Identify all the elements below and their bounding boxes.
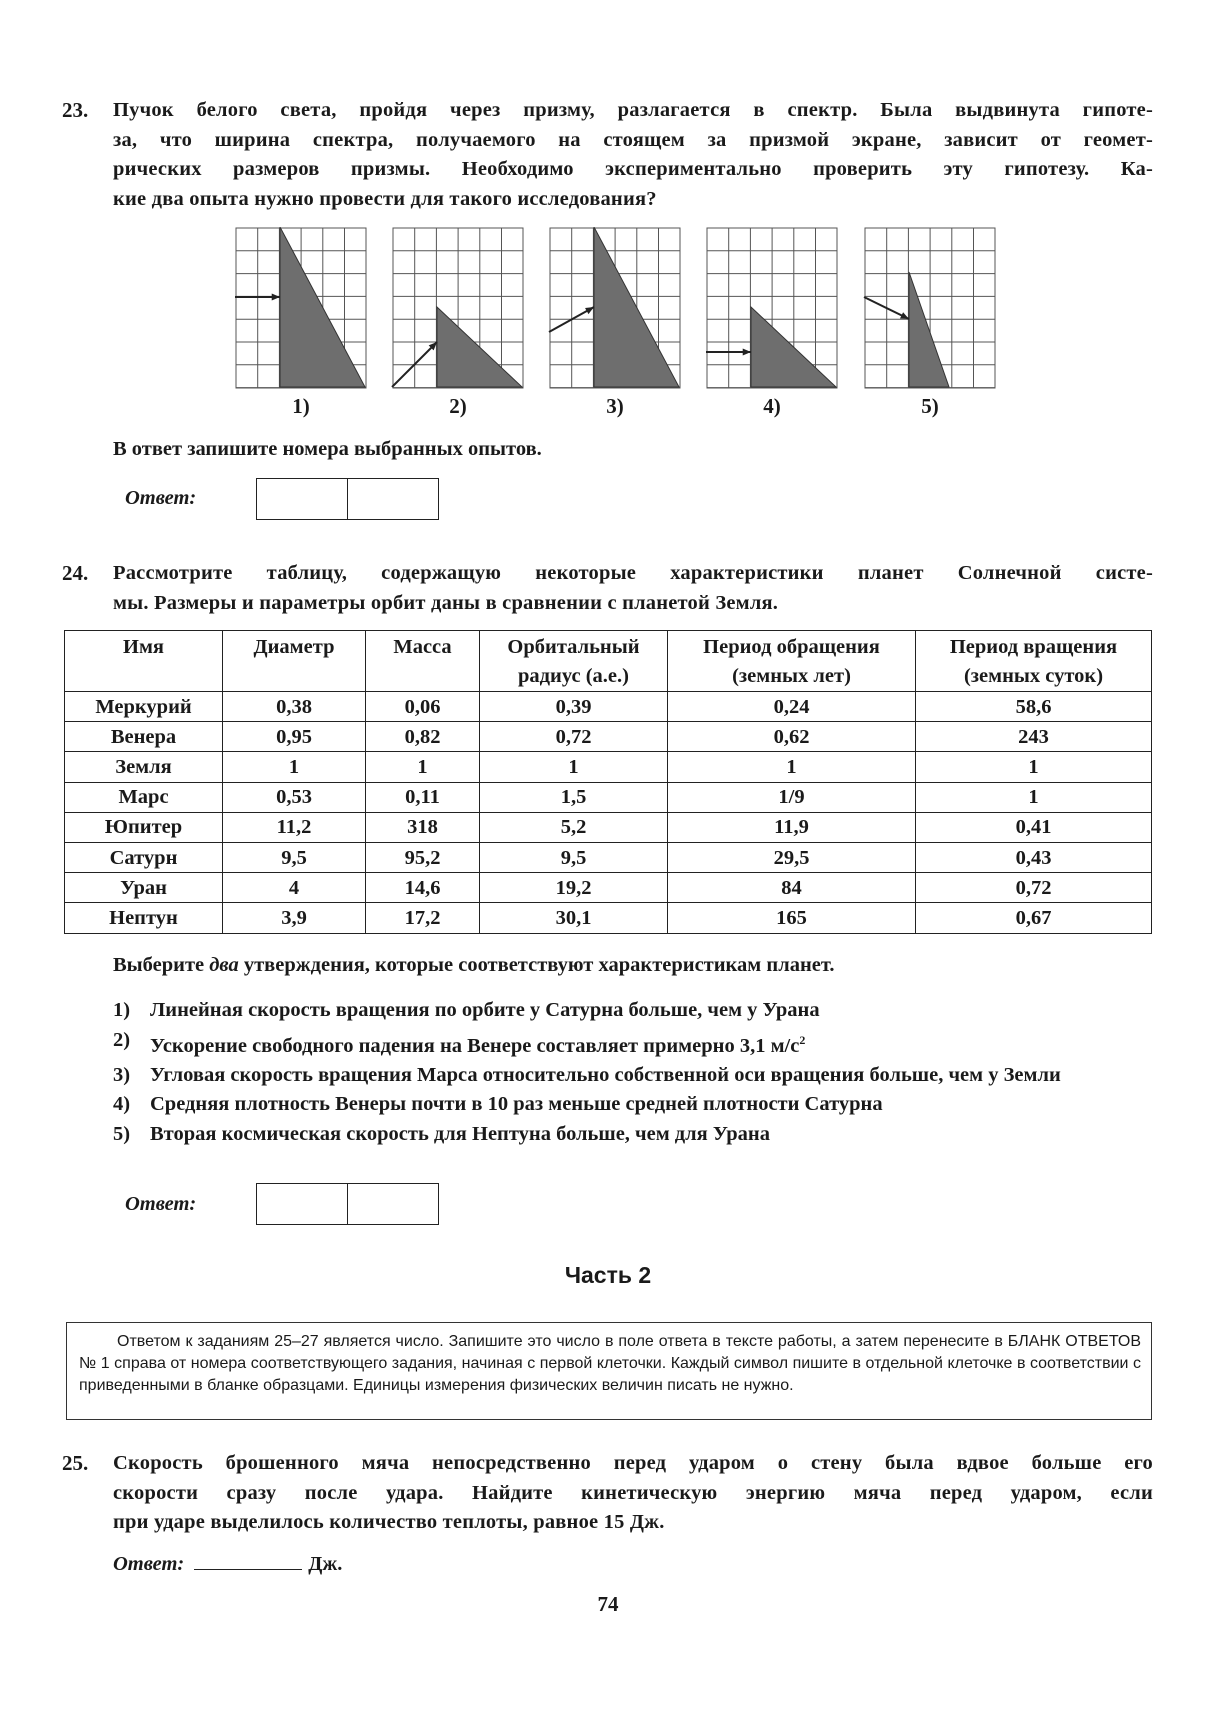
table-cell: 0,67 bbox=[916, 903, 1152, 933]
column-header bbox=[65, 631, 223, 692]
table-cell: 0,72 bbox=[480, 722, 668, 752]
table-cell: 1 bbox=[668, 752, 916, 782]
question-23-number: 23. bbox=[62, 98, 89, 122]
prism-triangle bbox=[909, 272, 949, 387]
table-cell: Нептун bbox=[65, 903, 223, 933]
header-line: (земных суток) bbox=[963, 665, 1104, 687]
table-cell: 0,38 bbox=[223, 692, 366, 722]
option-text-body: Угловая скорость вращения Марса относительно собственной оси вращения больше, чем у Земли bbox=[150, 1063, 1061, 1086]
text-line: рических размеров призмы. Необходимо экспериментально проверить эту гипотезу. Ка- bbox=[113, 158, 1153, 180]
table-cell: 11,9 bbox=[668, 812, 916, 842]
table-cell: Уран bbox=[65, 873, 223, 903]
table-row bbox=[65, 812, 1152, 842]
answer-cell[interactable] bbox=[348, 1184, 438, 1224]
part-2-title: Часть 2 bbox=[564, 1262, 652, 1288]
option-text bbox=[150, 1090, 1158, 1120]
header-line: Период обращения bbox=[703, 636, 880, 658]
prism-figure-3 bbox=[547, 227, 683, 389]
table-row bbox=[65, 842, 1152, 872]
table-cell: Марс bbox=[65, 782, 223, 812]
table-cell: Юпитер bbox=[65, 812, 223, 842]
table-cell: 9,5 bbox=[480, 842, 668, 872]
column-header bbox=[668, 631, 916, 692]
figure-label: 4) bbox=[763, 394, 781, 418]
table-cell: 1 bbox=[916, 782, 1152, 812]
answer-box-24[interactable] bbox=[256, 1183, 439, 1225]
option-text bbox=[150, 996, 1158, 1026]
answer-instruction: В ответ запишите номера выбранных опытов. bbox=[113, 438, 542, 460]
table-cell: 29,5 bbox=[668, 842, 916, 872]
options-list bbox=[113, 996, 1158, 1149]
table-cell: Меркурий bbox=[65, 692, 223, 722]
table-cell: 5,2 bbox=[480, 812, 668, 842]
table-cell: 243 bbox=[916, 722, 1152, 752]
figure-label: 2) bbox=[449, 394, 467, 418]
header-line: Имя bbox=[123, 636, 164, 658]
text-line: Рассмотрите таблицу, содержащую некоторые характеристики планет Солнечной систе- bbox=[113, 562, 1153, 584]
table-cell: 11,2 bbox=[223, 812, 366, 842]
table-row bbox=[65, 752, 1152, 782]
part-2-instructions bbox=[66, 1322, 1152, 1420]
text-line: кие два опыта нужно провести для такого исследования? bbox=[113, 187, 657, 210]
prism-figure-2 bbox=[390, 227, 526, 389]
column-header bbox=[223, 631, 366, 692]
table-cell: 95,2 bbox=[366, 842, 480, 872]
option-item bbox=[113, 1026, 1158, 1061]
table-cell: 1 bbox=[223, 752, 366, 782]
answer-label: Ответ: bbox=[125, 1193, 197, 1215]
table-cell: 0,72 bbox=[916, 873, 1152, 903]
answer-25 bbox=[113, 1551, 342, 1576]
table-cell: 318 bbox=[366, 812, 480, 842]
table-cell: 0,62 bbox=[668, 722, 916, 752]
table-cell: 1/9 bbox=[668, 782, 916, 812]
select-suffix: утверждения, которые соответствуют характеристикам планет. bbox=[238, 954, 835, 976]
option-item bbox=[113, 1120, 1158, 1150]
table-cell: Венера bbox=[65, 722, 223, 752]
header-line: радиус (а.е.) bbox=[518, 665, 629, 687]
text-line: Пучок белого света, пройдя через призму, разлагается в спектр. Была выдвинута гипоте- bbox=[113, 99, 1153, 121]
answer-cell[interactable] bbox=[257, 479, 348, 519]
header-line: Период вращения bbox=[949, 636, 1118, 658]
table-cell: 0,24 bbox=[668, 692, 916, 722]
option-text-body: Средняя плотность Венеры почти в 10 раз меньше средней плотности Сатурна bbox=[150, 1093, 883, 1116]
table-cell: 1 bbox=[366, 752, 480, 782]
table-cell: 0,43 bbox=[916, 842, 1152, 872]
text-line: Скорость брошенного мяча непосредственно перед ударом о стену была вдвое больше его bbox=[113, 1452, 1153, 1474]
answer-blank[interactable] bbox=[194, 1551, 302, 1570]
header-line: (земных лет) bbox=[732, 665, 851, 687]
table-body bbox=[65, 692, 1152, 934]
table-cell: 14,6 bbox=[366, 873, 480, 903]
table-cell: 1,5 bbox=[480, 782, 668, 812]
column-header bbox=[916, 631, 1152, 692]
table-cell: 1 bbox=[916, 752, 1152, 782]
table-cell: 0,06 bbox=[366, 692, 480, 722]
text-line: скорости сразу после удара. Найдите кинетическую энергию мяча перед ударом, если bbox=[113, 1481, 1153, 1504]
column-header bbox=[366, 631, 480, 692]
answer-label: Ответ: bbox=[113, 1553, 185, 1575]
header-line: Диаметр bbox=[253, 636, 335, 658]
table-cell: 30,1 bbox=[480, 903, 668, 933]
table-header-row bbox=[65, 631, 1152, 692]
header-line: Орбитальный bbox=[507, 636, 640, 658]
select-instruction bbox=[113, 954, 835, 977]
option-number: 2) bbox=[113, 1028, 131, 1051]
option-text bbox=[150, 1026, 1158, 1061]
option-text-body: Вторая космическая скорость для Нептуна больше, чем для Урана bbox=[150, 1122, 770, 1145]
text-line: за, что ширина спектра, получаемого на стоящем за призмой экране, зависит от геомет- bbox=[113, 128, 1153, 151]
table-row bbox=[65, 722, 1152, 752]
table-cell: Сатурн bbox=[65, 842, 223, 872]
table-cell: 58,6 bbox=[916, 692, 1152, 722]
prism-figure-5 bbox=[862, 227, 998, 389]
option-number: 5) bbox=[113, 1122, 131, 1145]
table-row bbox=[65, 692, 1152, 722]
table-cell: 3,9 bbox=[223, 903, 366, 933]
option-item bbox=[113, 1061, 1158, 1091]
table-cell: 1 bbox=[480, 752, 668, 782]
table-cell: 0,95 bbox=[223, 722, 366, 752]
table-cell: 4 bbox=[223, 873, 366, 903]
answer-cell[interactable] bbox=[348, 479, 438, 519]
option-text bbox=[150, 1061, 1158, 1091]
table-cell: 0,11 bbox=[366, 782, 480, 812]
question-25-text bbox=[113, 1449, 1153, 1538]
option-superscript: 2 bbox=[799, 1032, 806, 1047]
table-row bbox=[65, 782, 1152, 812]
option-item bbox=[113, 996, 1158, 1026]
table-cell: 17,2 bbox=[366, 903, 480, 933]
option-text bbox=[150, 1120, 1158, 1150]
text-line: мы. Размеры и параметры орбит даны в сравнении с планетой Земля. bbox=[113, 591, 779, 614]
table-cell: 0,53 bbox=[223, 782, 366, 812]
table-cell: 19,2 bbox=[480, 873, 668, 903]
text-line: при ударе выделилось количество теплоты, равное 15 Дж. bbox=[113, 1511, 665, 1533]
table-cell: 9,5 bbox=[223, 842, 366, 872]
option-text-body: Ускорение свободного падения на Венере составляет примерно 3,1 м/с bbox=[150, 1034, 800, 1057]
figure-label: 5) bbox=[921, 394, 939, 418]
table-cell: 0,82 bbox=[366, 722, 480, 752]
header-line: Масса bbox=[393, 636, 452, 658]
note-text: Ответом к заданиям 25–27 является число. Запишите это число в поле ответа в тексте работы, а затем перенесите в БЛАНК ОТВЕТОВ № 1 справа от номера соответствующего задания, начиная с первой клеточки. Каждый символ пишите в отдельной клеточке в соответствии с приведенными в бланке образцами. Единицы измерения физических величин писать не нужно. bbox=[79, 1333, 1141, 1394]
table-row bbox=[65, 903, 1152, 933]
page-number: 74 bbox=[597, 1592, 619, 1616]
select-emphasis: два bbox=[209, 954, 239, 976]
prism-figure-4 bbox=[704, 227, 840, 389]
table-cell: 165 bbox=[668, 903, 916, 933]
figure-label: 1) bbox=[292, 394, 310, 418]
table-cell: 0,39 bbox=[480, 692, 668, 722]
table-cell: 0,41 bbox=[916, 812, 1152, 842]
question-24-text bbox=[113, 559, 1153, 618]
table-row bbox=[65, 873, 1152, 903]
answer-box-23[interactable] bbox=[256, 478, 439, 520]
option-number: 4) bbox=[113, 1093, 131, 1116]
answer-label: Ответ: bbox=[125, 487, 197, 509]
table-cell: Земля bbox=[65, 752, 223, 782]
question-23-text bbox=[113, 96, 1153, 214]
question-25-number: 25. bbox=[62, 1451, 89, 1475]
option-text-body: Линейная скорость вращения по орбите у Сатурна больше, чем у Урана bbox=[150, 999, 820, 1021]
table-cell: 84 bbox=[668, 873, 916, 903]
option-number: 1) bbox=[113, 999, 131, 1021]
column-header bbox=[480, 631, 668, 692]
option-number: 3) bbox=[113, 1063, 131, 1086]
question-24-number: 24. bbox=[62, 561, 89, 585]
figure-label: 3) bbox=[606, 394, 624, 418]
answer-unit: Дж. bbox=[308, 1553, 343, 1575]
answer-cell[interactable] bbox=[257, 1184, 348, 1224]
select-prefix: Выберите bbox=[113, 954, 210, 976]
prism-figure-1 bbox=[233, 227, 369, 389]
option-item bbox=[113, 1090, 1158, 1120]
planets-table bbox=[64, 630, 1152, 934]
